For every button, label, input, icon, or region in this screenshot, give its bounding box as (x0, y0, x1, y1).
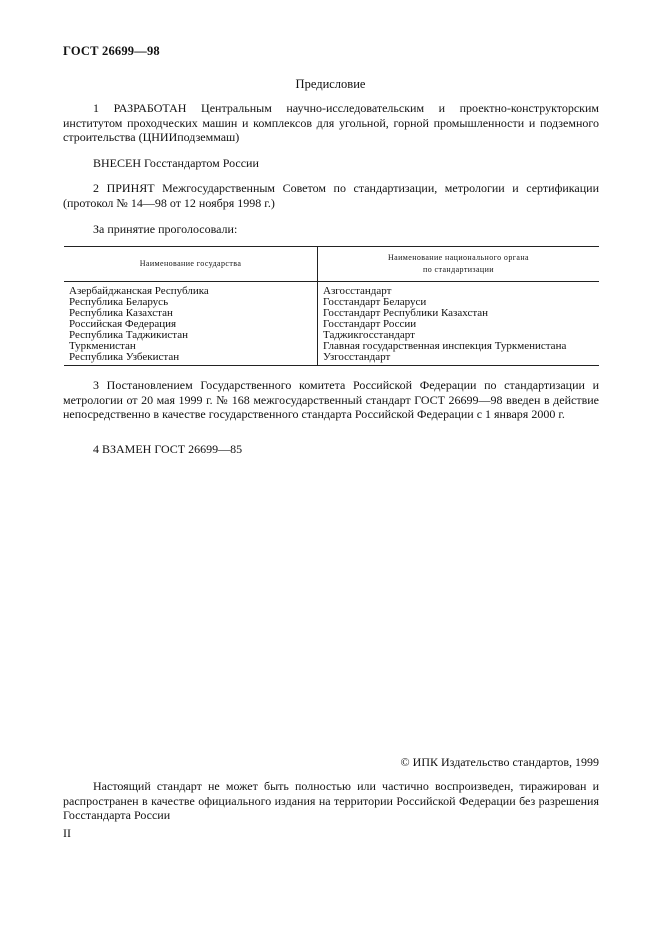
state-name: Азербайджанская Республика (69, 285, 209, 297)
states-column (64, 282, 318, 366)
paragraph-replaces (63, 442, 599, 457)
notice-text: Настоящий стандарт не может быть полностью или частично воспроизведен, тиражирован и распространен в качестве официального издания на территории Российской Федерации без разрешения Госстандарта России (63, 779, 599, 822)
state-name: Республика Казахстан (69, 307, 173, 319)
organ-name: Главная государственная инспекция Туркменистана (323, 340, 567, 352)
header-state-label: Наименование государства (139, 259, 242, 268)
paragraph-text: 4 ВЗАМЕН ГОСТ 26699—85 (93, 442, 243, 456)
state-name: Республика Узбекистан (69, 351, 180, 363)
copyright-notice: © ИПК Издательство стандартов, 1999 (400, 755, 599, 769)
state-name: Республика Таджикистан (69, 329, 188, 341)
organ-name: Узгосстандарт (323, 351, 391, 363)
header-state-name (64, 247, 318, 282)
state-name: Российская Федерация (69, 318, 177, 330)
header-organ-line1: Наименование национального органа (387, 253, 529, 262)
organ-name: Госстандарт Беларуси (323, 296, 427, 308)
paragraph-adopted-by (63, 181, 599, 210)
standard-code-header: ГОСТ 26699—98 (63, 44, 160, 58)
voting-states-table (64, 246, 599, 366)
reproduction-notice (63, 779, 599, 823)
preface-title: Предисловие (295, 77, 366, 91)
organ-name: Госстандарт Республики Казахстан (323, 307, 489, 319)
paragraph-enacted-by (63, 378, 599, 422)
paragraph-text: 1 РАЗРАБОТАН Центральным научно-исследовательским и проектно-конструкторским институтом проходческих машин и комплексов для угольной, горной промышленности и подземного строительства (ЦНИИподземмаш) (63, 101, 599, 144)
header-organ-line2: по стандартизации (423, 265, 494, 274)
paragraph-text: ВНЕСЕН Госстандартом России (93, 156, 259, 170)
page-number: II (63, 826, 71, 840)
table-header-row (64, 247, 599, 282)
header-national-organ (318, 247, 600, 282)
paragraph-developed-by (63, 101, 599, 145)
paragraph-introduced-by (63, 156, 599, 171)
paragraph-text: За принятие проголосовали: (93, 222, 238, 236)
table-row (64, 282, 599, 366)
organs-column (318, 282, 600, 366)
organ-name: Таджикгосстандарт (323, 329, 415, 341)
organ-name: Азгосстандарт (323, 285, 392, 297)
state-name: Республика Беларусь (69, 296, 169, 308)
paragraph-text: 2 ПРИНЯТ Межгосударственным Советом по стандартизации, метрологии и сертификации (протокол № 14—98 от 12 ноября 1998 г.) (63, 181, 599, 210)
paragraph-voted-for (63, 222, 599, 237)
paragraph-text: 3 Постановлением Государственного комитета Российской Федерации по стандартизации и метрологии от 20 мая 1999 г. № 168 межгосударственный стандарт ГОСТ 26699—98 введен в действие непосредственно в качестве государственного стандарта Российской Федерации с 1 января 2000 г. (63, 378, 599, 421)
organ-name: Госстандарт России (323, 318, 417, 330)
state-name: Туркменистан (69, 340, 136, 352)
